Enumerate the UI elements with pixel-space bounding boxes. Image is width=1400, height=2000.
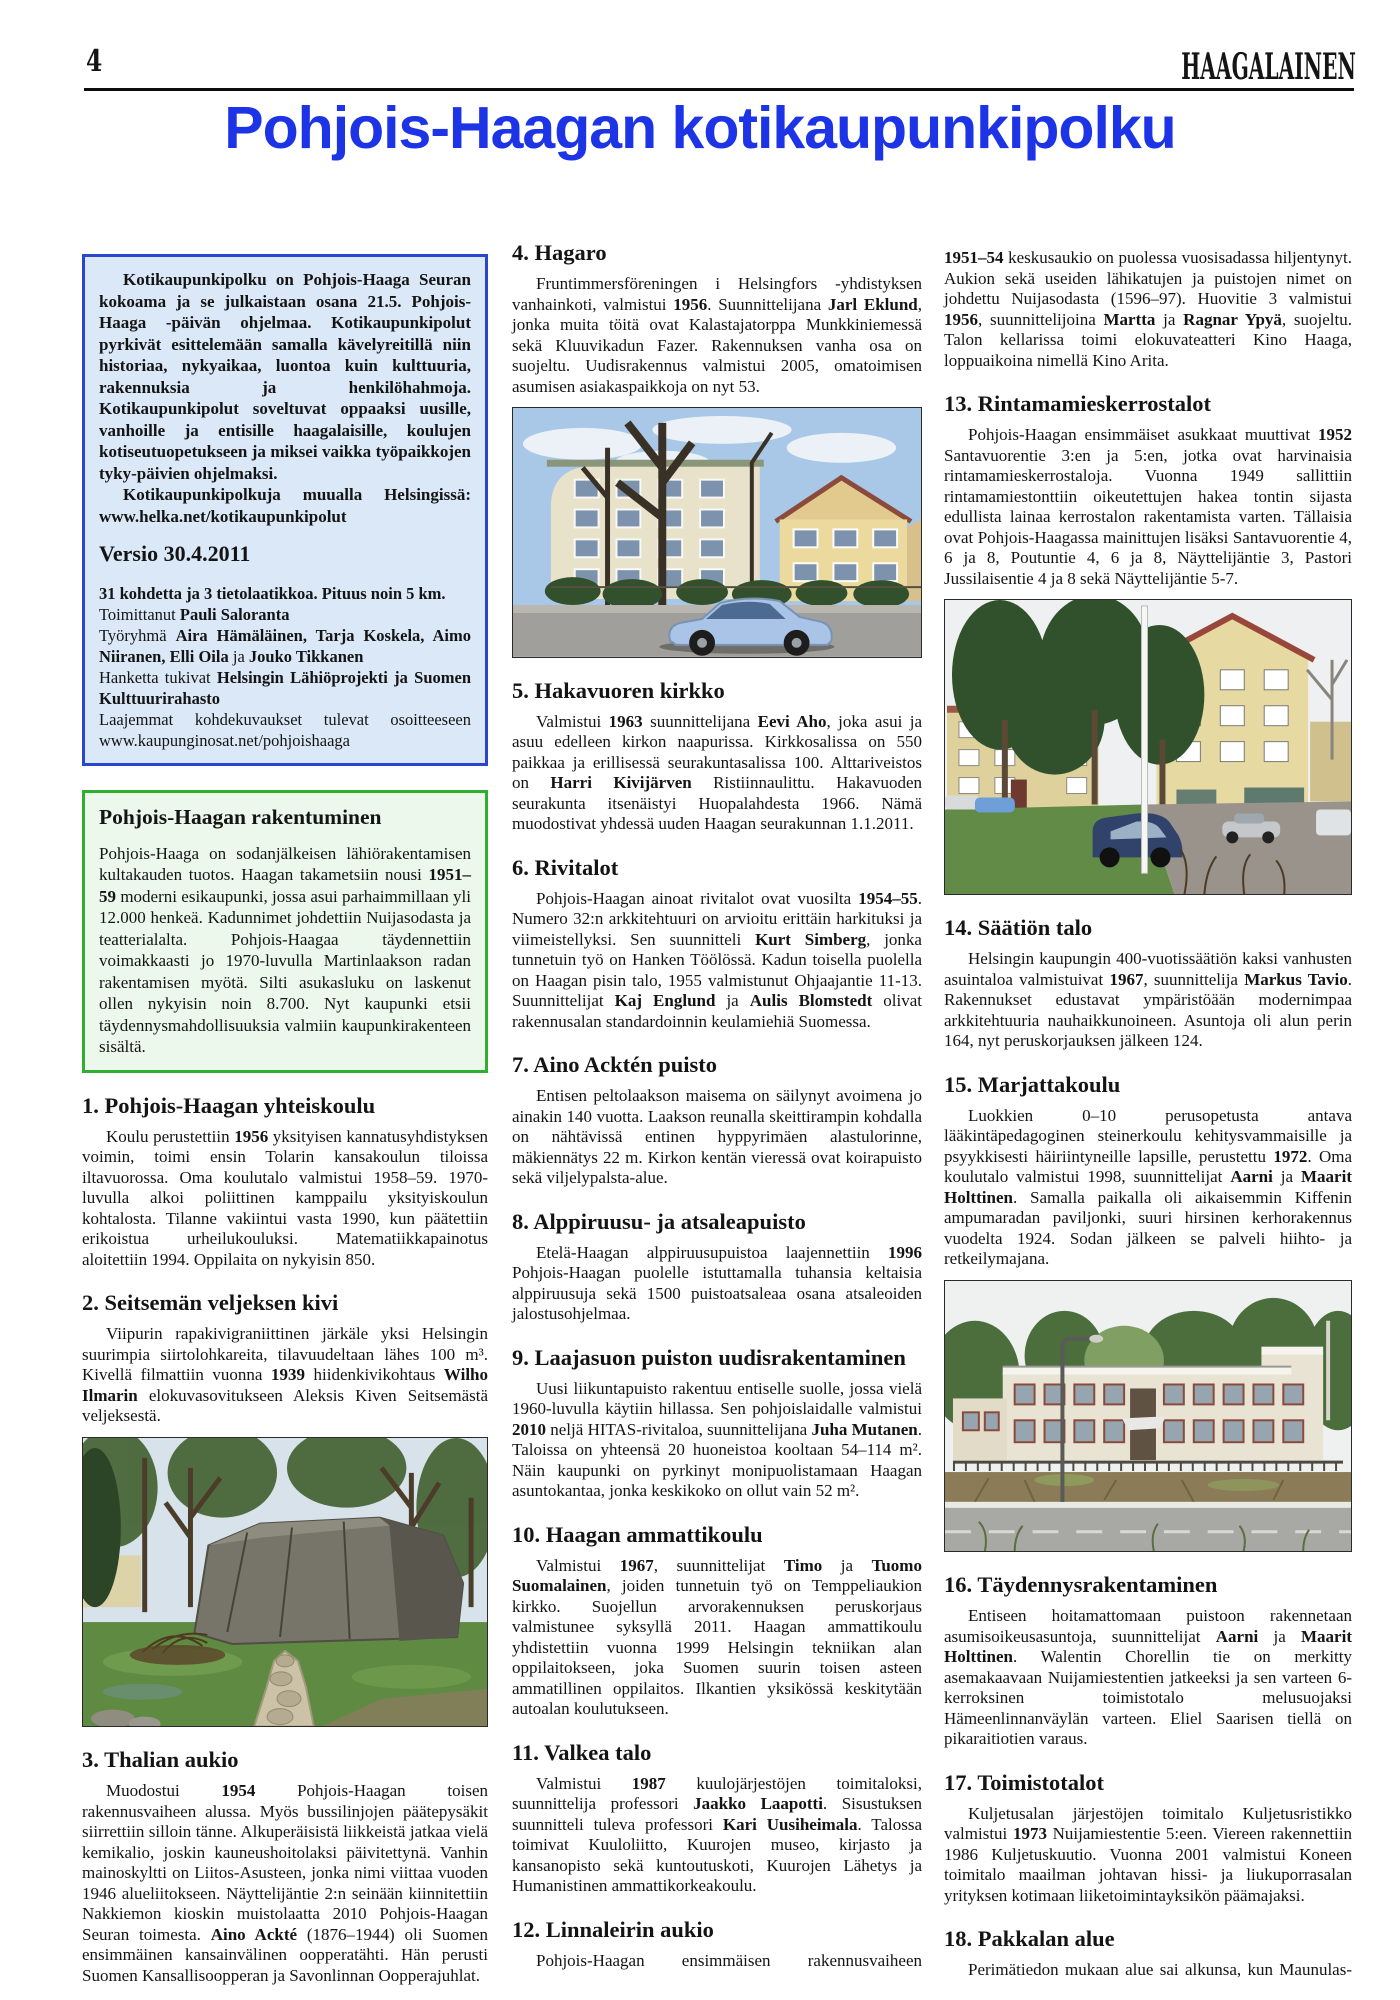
green-box-heading: Pohjois-Haagan rakentuminen bbox=[99, 805, 382, 829]
section-9-body: Uusi liikuntapuisto rakentuu entiselle suolle, jossa vielä 1960-luvulla käytiin hillassa. Sen pohjoislaidalle valmistui 2010 neljä HITAS-rivitaloa, suunnittelijana Juha Mutanen. Taloissa on yhteensä 20 huoneistoa kooltaan 54–114 m². Näin kaupunki on pyrkinyt monipuolistamaan Haagan asuntokantaa, jonka keskikoko on ollut vain 52 m². bbox=[512, 1378, 922, 1501]
page-title: Pohjois-Haagan kotikaupunkipolku bbox=[224, 95, 1176, 161]
info-box-paragraph-1: Kotikaupunkipolku on Pohjois-Haaga Seuran kokoama ja se julkaistaan osana 21.5. Pohjois-Haaga -päivän ohjelmaa. Kotikaupunkipolut pyrkivät esittelemään samalla kävelyreitillä niin historiaa, nykyaikaa, luontoa kuin kulttuuria, rakennuksia ja henkilöhahmoja. Kotikaupunkipolut soveltuvat oppaaksi uusille, vanhoille ja entisille haagalaisille, koulujen kotiseutuopetukseen ja miksei vaikka työpaikkojen tyky-päivien ohjelmaksi. bbox=[99, 270, 471, 483]
info-box-paragraph-2: Kotikaupunkipolkuja muualla Helsingissä: www.helka.net/kotikaupunkipolut bbox=[99, 485, 471, 526]
section-4-heading: 4. Hagaro bbox=[512, 240, 607, 265]
section-10-body: Valmistui 1967, suunnittelijat Timo ja Tuomo Suomalainen, joiden tunnetuin työ on Temppeliaukion kirkko. Suojellun arvorakennuksen peruskorjaus valmistunee syksyllä 2011. Haagan ammattikoulu yhdistettiin vuonna 1999 Helsingin tekniikan alan oppilaitokseen, joka Suomen suurin toisen asteen ammatillinen oppilaitos. Ilkantien yksikössä keskitytään autoalan koulutukseen. bbox=[512, 1555, 922, 1719]
section-9-heading: 9. Laajasuon puiston uudisrakentaminen bbox=[512, 1344, 906, 1370]
masthead-logo: HAAGALAINEN bbox=[1181, 46, 1356, 88]
photo-seitseman-veljeksen-kivi bbox=[82, 1437, 488, 1728]
section-11-body: Valmistui 1987 kuulojärjestöjen toimitaloksi, suunnittelija professori Jaakko Laapotti. Sisustuksen suunnitteli tuleva professori Kari Uusiheimala. Talossa toimivat Kuuloliitto, Kuurojen museo, kirjasto ja kansanopisto sekä kuntoutuskoti, Kuurojen Lähetys ja Humanistinen ammattikorkeakoulu. bbox=[512, 1773, 923, 1896]
info-box-credit-line: Hanketta tukivat Helsingin Lähiöprojekti ja Suomen Kulttuurirahasto bbox=[99, 668, 471, 708]
section-6 bbox=[512, 855, 922, 1033]
green-box-body: Pohjois-Haaga on sodanjälkeisen lähiörakentamisen kultakauden tuotos. Haagan takametsiin nousi 1951–59 moderni esikaupunki, jossa asui parhaimmillaan yli 12.000 henkeä. Kadunnimet johdettiin Nuijasodasta ja teatterialalta. Pohjois-Haagaa täydennettiin voimakkaasti jo 1970-luvulla Martinlaakson radan rakentamisen myötä. Silti asukasluku on laskenut ollen nykyisin noin 8.700. Nyt kaupunki etsii täydennysmahdollisuuksia valmiin kaupunkirakenteen sisältä. bbox=[99, 843, 471, 1056]
section-4 bbox=[512, 240, 922, 397]
info-box-credit-line: 31 kohdetta ja 3 tietolaatikkoa. Pituus noin 5 km. bbox=[99, 584, 446, 603]
section-2-body: Viipurin rapakivigraniittinen järkäle yksi Helsingin suurimpia siirtolohkareita, tilavuudeltaan lähes 100 m³. Kivellä filmattiin vuonna 1939 hiidenkivikohtaus Wilho Ilmarin elokuvasovitukseen Aleksis Kiven Seitsemästä veljeksestä. bbox=[82, 1324, 488, 1425]
section-18 bbox=[944, 1926, 1352, 1981]
section-3-heading: 3. Thalian aukio bbox=[82, 1747, 239, 1773]
section-12-body: Pohjois-Haagan ensimmäisen rakennusvaiheen bbox=[536, 1950, 922, 1970]
section-4-body: Fruntimmersföreningen i Helsingfors -yhdistyksen vanhainkoti, valmistui 1956. Suunnittelijana Jarl Eklund, jonka muita töitä ovat Kalastajatorppa Munkkiniemessä sekä Kluuvikadun Fazer. Rakennuksen vanha osa on suojeltu. Uudisrakennus valmistui 2005, omatoimisen asumisen asiakaspaikkoja on nyt 53. bbox=[512, 274, 922, 396]
section-13 bbox=[944, 391, 1352, 589]
intro-info-box bbox=[82, 254, 488, 766]
section-15-heading: 15. Marjattakoulu bbox=[944, 1071, 1121, 1097]
apartment-photo-illustration bbox=[945, 600, 1351, 894]
column-3 bbox=[944, 248, 1352, 1981]
section-15-body: Luokkien 0–10 perusopetusta antava lääkintäpedagoginen steinerkoulu kehitysvammaisille ja psyykkisesti häiriintyneille lapsille, perustettu 1972. Oma koulutalo valmistui 1998, suunnittelijat Aarni ja Maarit Holttinen. Samalla paikalla oli aikaisemmin Kiffenin ampumaradan paviljonki, suuri hirsinen kerhorakennus vuodelta 1924. Sodan jälkeen se palveli hiihto- ja retkeilymajana. bbox=[944, 1105, 1353, 1269]
section-15 bbox=[944, 1072, 1352, 1270]
section-2-heading: 2. Seitsemän veljeksen kivi bbox=[82, 1290, 339, 1315]
column-1 bbox=[82, 254, 488, 1986]
section-6-heading: 6. Rivitalot bbox=[512, 854, 619, 880]
section-11-heading: 11. Valkea talo bbox=[512, 1739, 652, 1765]
section-13-heading: 13. Rintamamieskerrostalot bbox=[944, 391, 1212, 416]
section-1-heading: 1. Pohjois-Haagan yhteiskoulu bbox=[82, 1092, 376, 1118]
section-13-body: Pohjois-Haagan ensimmäiset asukkaat muuttivat 1952 Santavuorentie 3:en ja 5:en, jotka ovat harvinaisia rintamamieskerrostaloja. Vuonna 1949 sallittiin rintamamiestonttiin oikeutettujen hakea tontin sijasta edullista lainaa kerrostalon rakentamista varten. Tällaisia ovat Pohjois-Haagassa mainittujen lisäksi Santavuorentie 4, 6 ja 8, Poutuntie 4, 6 ja 8, Näyttelijäntie 3, Pastori Jussilaisentie 4 ja 8 sekä Näyttelijäntie 5-7. bbox=[944, 425, 1352, 588]
section-2 bbox=[82, 1290, 488, 1427]
section-14 bbox=[944, 915, 1352, 1052]
section-7-heading: 7. Aino Acktén puisto bbox=[512, 1052, 718, 1078]
section-3 bbox=[82, 1747, 488, 1986]
section-7-body: Entisen peltolaakson maisema on säilynyt avoimena jo ainakin 140 vuotta. Laakson reunalla skeittirampin kohdalla on nähtävissä entinen hyppyrimäen alastulorinne, mäkiennätys 22 m. Kirkon kentän vieressä ovat koirapuisto sekä viljelypalsta-alue. bbox=[512, 1086, 922, 1188]
section-1-body: Koulu perustettiin 1956 yksityisen kannatusyhdistyksen voimin, toimi ensin Tolarin kansakoulun tiloissa iltavuorossa. Oma koulutalo valmistui 1958–59. 1970-luvulla alkoi poliittinen kamppailu yksityiskoulun kohtalosta. Tilanne vakiintui vasta 1990, kun päätettiin erikoistua urheilukouluksi. Matematiikkapainotus aloitettiin 1994. Oppilaita on nykyisin 850. bbox=[82, 1126, 488, 1269]
column-2 bbox=[512, 240, 922, 1971]
section-10 bbox=[512, 1522, 922, 1720]
header-rule bbox=[84, 88, 1354, 91]
section-5 bbox=[512, 678, 922, 835]
section-10-heading: 10. Haagan ammattikoulu bbox=[512, 1521, 763, 1547]
section-16 bbox=[944, 1572, 1352, 1750]
section-6-body: Pohjois-Haagan ainoat rivitalot ovat vuosilta 1954–55. Numero 32:n arkkitehtuuri on arvioitu erittäin harkituksi ja viimeistellyksi. Sen suunnitteli Kurt Simberg, jonka tunnetuin työ on Hanken Töölössä. Kadun toisella puolella on Haagan pisin talo, 1955 valmistunut Ohjaajantie 11-13. Suunnittelijat Kaj Englund ja Aulis Blomstedt olivat rakennusalan standardoinnin keulamiehiä Suomessa. bbox=[512, 888, 922, 1031]
section-5-body: Valmistui 1963 suunnittelijana Eevi Aho, joka asui ja asuu edelleen kirkon naapurissa. Kirkkosalissa on 550 paikkaa ja erillisessä seurakuntasalissa 100. Alttariveistos on Harri Kivijärven Ristiinnaulittu. Hakavuoden seurakunta itsenäistyi Huopalahdesta 1966. Nämä muodostivat yhdessä uuden Haagan seurakunnan 1.1.2011. bbox=[512, 711, 923, 834]
info-box-credit-line: Toimittanut Pauli Saloranta bbox=[99, 605, 290, 624]
section-16-heading: 16. Täydennysrakentaminen bbox=[944, 1572, 1218, 1598]
section-17-body: Kuljetusalan järjestöjen toimitalo Kuljetusristikko valmistui 1973 Nuijamiestentie 5:een. Viereen rakennettiin 1986 Kuljetuskuutio. Vuonna 2001 valmistui Koneen toimitalo maailman johtavan hissi- ja liukuporrasalan yrityksen kotimaan liiketoimintayksikön päämajaksi. bbox=[944, 1803, 1352, 1905]
page-number: 4 bbox=[86, 44, 103, 79]
section-14-body: Helsingin kaupungin 400-vuotissäätiön kaksi vanhusten asuintaloa valmistuivat 1967, suunnittelija Markus Tavio. Rakennukset edustavat ympäristöään modernimpaa arkkitehtuuria nauhaikkunoineen. Asuntoja oli alun perin 164, nyt peruskorjauksen jälkeen 124. bbox=[944, 949, 1352, 1051]
section-14-heading: 14. Säätiön talo bbox=[944, 915, 1093, 941]
section-7 bbox=[512, 1052, 922, 1189]
photo-koulurakennus bbox=[944, 1280, 1352, 1553]
info-box-version: Versio 30.4.2011 bbox=[99, 541, 251, 566]
photo-hagaro bbox=[512, 407, 922, 658]
continuation-paragraph: 1951–54 keskusaukio on puolessa vuosisadassa hiljentynyt. Aukion sekä useiden lähikatujen ja puistojen nimet on johdettu Nuijasodasta (1596–97). Huovitie 3 valmistui 1956, suunnittelijoina Martta ja Ragnar Ypyä, suojeltu. Talon kellarissa toimi elokuvateatteri Kino Haaga, loppuaikoina nimellä Kino Arita. bbox=[944, 248, 1352, 370]
rock-photo-illustration bbox=[83, 1438, 487, 1727]
rakentuminen-info-box bbox=[82, 790, 488, 1073]
info-box-credit-line: Työryhmä Aira Hämäläinen, Tarja Koskela, Aimo Niiranen, Elli Oila ja Jouko Tikkanen bbox=[99, 626, 471, 666]
section-9 bbox=[512, 1345, 922, 1502]
section-17 bbox=[944, 1770, 1352, 1907]
section-12 bbox=[512, 1917, 922, 1972]
photo-rintamamieskerrostalot bbox=[944, 599, 1352, 895]
section-1 bbox=[82, 1093, 488, 1271]
section-8 bbox=[512, 1209, 922, 1325]
hagaro-photo-illustration bbox=[513, 408, 921, 657]
section-18-body: Perimätiedon mukaan alue sai alkunsa, kun Maunulas- bbox=[968, 1960, 1352, 1980]
info-box-credit-line: Laajemmat kohdekuvaukset tulevat osoitteeseen www.kaupunginosat.net/pohjoishaaga bbox=[99, 710, 471, 750]
section-16-body: Entiseen hoitamattomaan puistoon rakennetaan asumisoikeusasuntoja, suunnittelijat Aarni ja Maarit Holttinen. Walentin Chorellin tie on merkitty asemakaavaan Nuijamiestentien jatkeeksi ja sen varteen 6-kerroksinen toimistotalo melusuojaksi Hämeenlinnanväylän varteen. Eliel Saarisen tiellä on pikaraitiotien varaus. bbox=[944, 1606, 1352, 1749]
section-11 bbox=[512, 1740, 922, 1897]
section-12-heading: 12. Linnaleirin aukio bbox=[512, 1916, 714, 1942]
section-18-heading: 18. Pakkalan alue bbox=[944, 1926, 1115, 1952]
section-5-heading: 5. Hakavuoren kirkko bbox=[512, 677, 725, 703]
section-8-heading: 8. Alppiruusu- ja atsaleapuisto bbox=[512, 1208, 806, 1234]
section-3-body: Muodostui 1954 Pohjois-Haagan toisen rakennusvaiheen alussa. Myös bussilinjojen päätepysäkit siirrettiin silloin tänne. Alkuperäisistä liikkeistä jatkaa vielä kemikalio, joskin kauneushoitolaksi päivitettynä. Vanhin mainoskyltti on Liitos-Asusteen, jonka nimi viittaa vuoden 1946 alueliitokseen. Näyttelijäntie 2:n seinään kiinnitettiin Nakkiemon kioskin muistolaatta 2010 Pohjois-Haagan Seuran toimesta. Aino Ackté (1876–1944) oli Suomen ensimmäinen kansainvälinen oopperatähti. Hän perusti Suomen Kansallisoopperan ja Savonlinnan Oopperajuhlat. bbox=[82, 1781, 488, 1985]
school-building-photo-illustration bbox=[945, 1281, 1351, 1552]
section-17-heading: 17. Toimistotalot bbox=[944, 1769, 1105, 1795]
section-8-body: Etelä-Haagan alppiruusupuistoa laajennettiin 1996 Pohjois-Haagan puolelle istuttamalla tuhansia keltaisia alppiruusuja sekä 1500 puistoatsaleaa osana atsaleoiden jalostusohjelmaa. bbox=[512, 1242, 922, 1324]
